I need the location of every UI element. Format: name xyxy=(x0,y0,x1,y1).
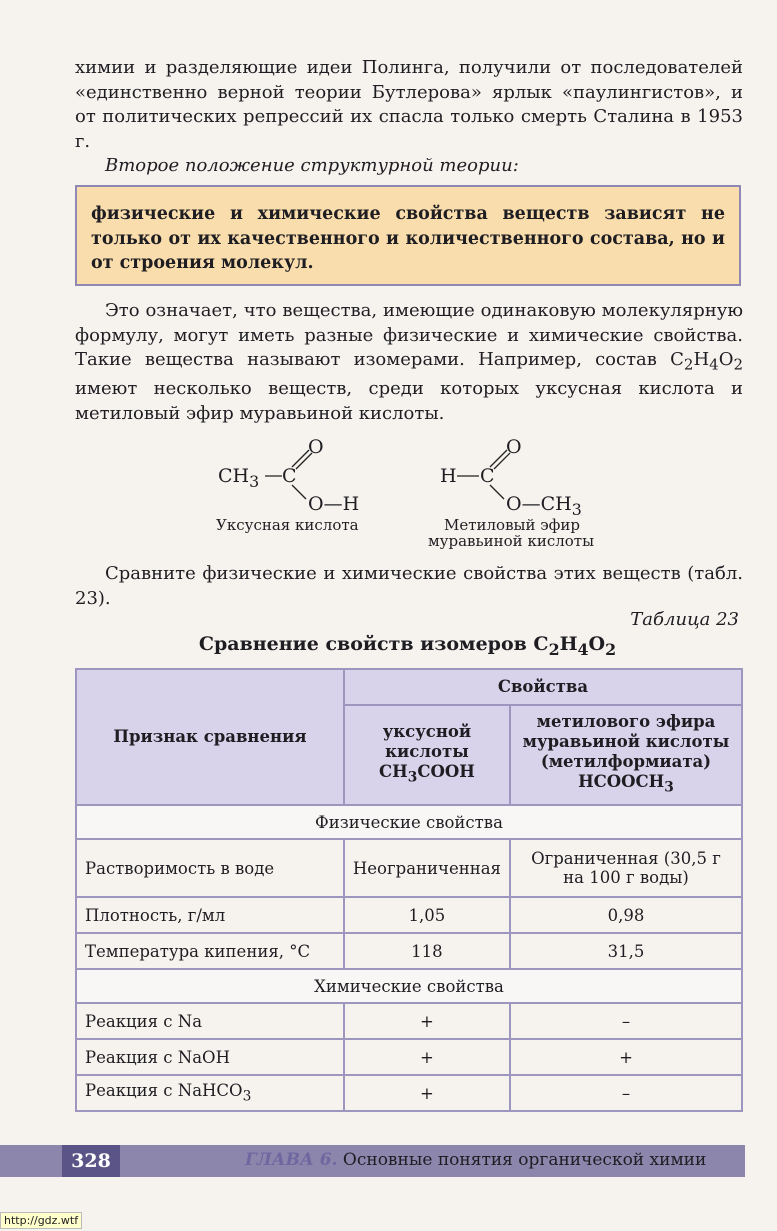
row-criterion: Плотность, г/мл xyxy=(76,897,344,933)
isomer-text-1: Это означает, что вещества, имеющие одинаковую молекулярную формулу, могут иметь разные физические и химические свойства. Такие вещества называют изомерами. Например, состав C xyxy=(75,300,743,370)
acetic-oxygen: O xyxy=(308,436,324,458)
page-number: 328 xyxy=(62,1145,120,1177)
acetic-acid-formula xyxy=(218,436,408,536)
watermark-link[interactable]: http://gdz.wtf xyxy=(0,1212,82,1229)
row-criterion: Реакция с NaOH xyxy=(76,1039,344,1075)
acetic-label: Уксусная кислота xyxy=(216,516,359,534)
highlight-box xyxy=(75,185,741,286)
row-formate: – xyxy=(510,1075,742,1111)
table-row xyxy=(76,1039,742,1075)
isomer-text-2: H xyxy=(693,349,710,370)
formate-och3: $O—CH_3$ xyxy=(506,493,582,519)
row-criterion: Реакция с Na xyxy=(76,1003,344,1039)
chapter-name: Основные понятия органической химии xyxy=(342,1150,707,1170)
header-properties: Свойства xyxy=(344,669,742,705)
isomer-sub-2: 4 xyxy=(709,355,719,374)
intro-text: химии и разделяющие идеи Полинга, получили от последователей «единственно верной теории Бутлерова» ярлык «паулингистов», и от политических репрессий их спасла только смерть Сталина в 1953 г. xyxy=(75,57,743,152)
header-acetic: уксусной кислоты $CH_3COOH$ xyxy=(344,705,510,805)
row-formate: + xyxy=(510,1039,742,1075)
formate-h: H xyxy=(440,465,457,487)
header-formate: метилового эфира муравьиной кислоты (метилформиата) $HCOOCH_3$ xyxy=(510,705,742,805)
row-acetic: 118 xyxy=(344,933,510,969)
highlight-text: физические и химические свойства веществ зависят не только от их качественного и количественного состава, но и от строения молекул. xyxy=(91,204,725,273)
chapter-title xyxy=(245,1150,706,1170)
acetic-ch3: $CH_3$ xyxy=(218,465,260,491)
formate-label-1: Метиловый эфир xyxy=(444,516,580,534)
formate-oxygen: O xyxy=(506,436,522,458)
isomer-text-4: имеют несколько веществ, среди которых уксусная кислота и метиловый эфир муравьиной кислоты. xyxy=(75,378,743,424)
acetic-carbon: C xyxy=(282,465,297,487)
formate-label-2: муравьиной кислоты xyxy=(428,532,595,550)
isomer-sub-3: 2 xyxy=(733,355,743,374)
second-statement-intro: Второе положение структурной теории: xyxy=(105,155,519,176)
header-criterion: Признак сравнения xyxy=(76,669,344,805)
table-row xyxy=(76,839,742,897)
table-row xyxy=(76,1075,742,1111)
isomer-paragraph xyxy=(75,299,743,426)
row-acetic: + xyxy=(344,1075,510,1111)
table-row xyxy=(76,933,742,969)
row-formate: – xyxy=(510,1003,742,1039)
row-criterion: Растворимость в воде xyxy=(76,839,344,897)
row-formate: Ограниченная (30,5 г на 100 г воды) xyxy=(510,839,742,897)
table-row xyxy=(76,897,742,933)
compare-paragraph xyxy=(75,562,743,611)
row-criterion: Реакция с NaHCO$_3$ xyxy=(76,1075,344,1111)
table-number: Таблица 23 xyxy=(630,609,739,630)
methyl-formate-formula xyxy=(428,436,640,551)
section-chemical: Химические свойства xyxy=(76,969,742,1003)
row-acetic: + xyxy=(344,1003,510,1039)
row-acetic: + xyxy=(344,1039,510,1075)
intro-paragraph xyxy=(75,56,743,179)
compare-text: Сравните физические и химические свойства этих веществ (табл. 23). xyxy=(75,563,743,609)
table-title: Сравнение свойств изомеров $C_2H_4O_2$ xyxy=(198,633,617,659)
formate-carbon: C xyxy=(480,465,495,487)
row-formate: 31,5 xyxy=(510,933,742,969)
table-row xyxy=(76,1003,742,1039)
row-formate: 0,98 xyxy=(510,897,742,933)
section-physical: Физические свойства xyxy=(76,805,742,839)
acetic-oh: O—H xyxy=(308,493,360,515)
row-criterion: Температура кипения, °С xyxy=(76,933,344,969)
comparison-table xyxy=(75,668,743,1112)
isomer-text-3: O xyxy=(718,349,734,370)
row-acetic: 1,05 xyxy=(344,897,510,933)
chapter-label: ГЛАВА 6. xyxy=(245,1150,338,1170)
row-acetic: Неограниченная xyxy=(344,839,510,897)
isomer-sub-1: 2 xyxy=(683,355,694,374)
